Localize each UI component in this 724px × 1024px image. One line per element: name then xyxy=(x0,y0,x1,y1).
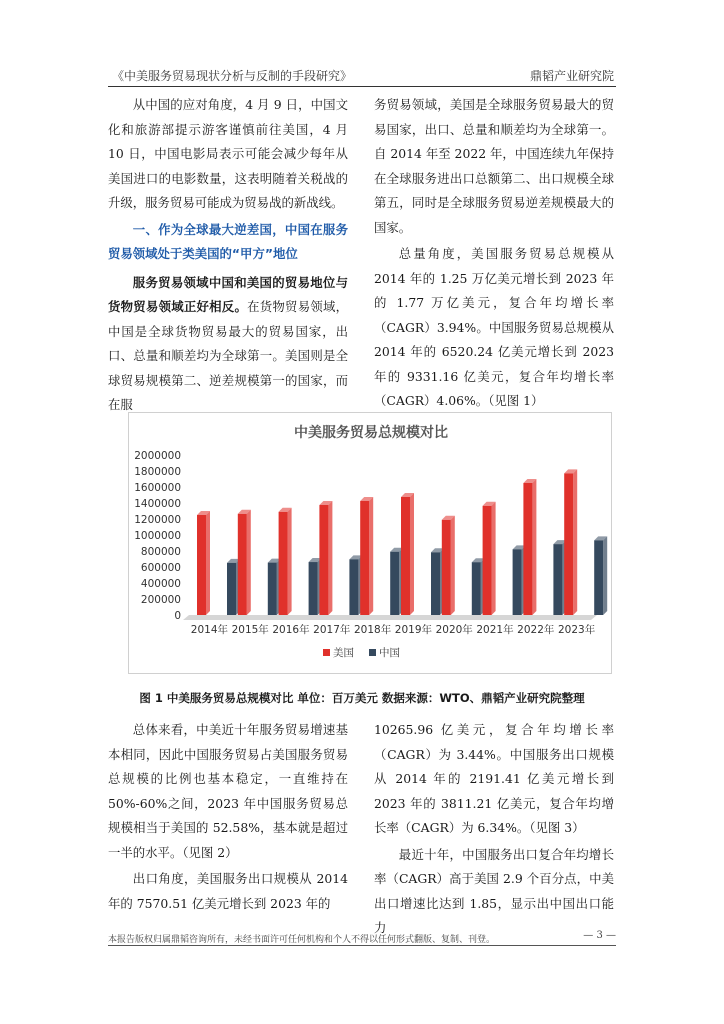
paragraph: 总体来看，中美近十年服务贸易增速基本相同，因此中国服务贸易占美国服务贸易总规模的比例也基本稳定，一直维持在 50%-60%之间，2023 年中国服务贸易总规模相当于美国的 52.58%，基本就是超过一半的水平。（见图 2） xyxy=(108,722,348,860)
footer-divider xyxy=(108,945,616,946)
bar-us-side xyxy=(206,511,210,615)
bar-china xyxy=(349,559,358,615)
bar-china xyxy=(268,563,277,615)
bar-china xyxy=(390,552,399,615)
bar-us-side xyxy=(288,508,292,615)
x-tick-label: 2021年 xyxy=(476,624,514,636)
y-tick-label: 0 xyxy=(174,610,181,622)
header-doc-title: 《中美服务贸易现状分析与反制的手段研究》 xyxy=(112,69,353,83)
y-tick-label: 1400000 xyxy=(134,498,181,510)
footer-page-number: — 3 — xyxy=(583,930,616,941)
right-column-top xyxy=(374,93,614,416)
y-tick-label: 1200000 xyxy=(134,514,181,526)
bar-china xyxy=(227,563,236,615)
paragraph: 最近十年，中国服务出口复合年均增长率（CAGR）高于美国 2.9 个百分点，中美出口增速比达到 1.85，显示出中国出口能力 xyxy=(374,846,614,935)
legend-swatch-us xyxy=(323,649,330,656)
bar-us xyxy=(523,483,532,615)
paragraph: 从中国的应对角度，4 月 9 日，中国文化和旅游部提示游客谨慎前往美国，4 月 10 日，中国电影局表示可能会减少每年从美国进口的电影数量，这表明随着关税战的升级，服务贸易可能成为贸易战的新战线。 xyxy=(108,97,348,210)
paragraph-continued: 务贸易领域，美国是全球服务贸易最大的贸易国家，出口、总量和顺差均为全球第一。自 2014 年至 2022 年，中国连续九年保持在全球服务进出口总额第二、出口规模全球第五，同时是全球服务贸易逆差规模最大的国家。 xyxy=(374,97,614,235)
bar-us xyxy=(483,506,492,615)
header-divider xyxy=(108,86,616,87)
y-tick-label: 1000000 xyxy=(134,530,181,542)
bar-us xyxy=(401,497,410,615)
section-heading: 一、作为全球最大逆差国，中国在服务贸易领域处于类美国的“甲方”地位 xyxy=(108,221,348,261)
footer-copyright-notice: 本报告版权归属鼎韬咨询所有，未经书面许可任何机构和个人不得以任何形式翻版、复制、刊登。 xyxy=(108,935,496,945)
x-tick-label: 2020年 xyxy=(435,624,473,636)
paragraph: 出口角度，美国服务出口规模从 2014 年的 7570.51 亿美元增长到 2023 年的 xyxy=(108,871,348,911)
paragraph xyxy=(108,271,348,418)
left-column-bottom xyxy=(108,718,348,918)
bar-china xyxy=(594,540,603,615)
chart-title: 中美服务贸易总规模对比 xyxy=(294,425,448,441)
bar-us-side xyxy=(451,516,455,615)
bold-lead-sentence: 服务贸易领域中国和美国的贸易地位与货物贸易领域正好相反。 xyxy=(108,274,348,314)
legend-swatch-china xyxy=(369,649,376,656)
y-tick-label: 400000 xyxy=(140,578,181,590)
paragraph-continued: 10265.96 亿美元，复合年均增长率（CAGR）为 3.44%。中国服务出口规模从 2014 年的 2191.41 亿美元增长到 2023 年的 3811.21 亿美元，复合年均增长率（CAGR）为 6.34%。（见图 3） xyxy=(374,722,614,835)
y-tick-label: 800000 xyxy=(140,546,181,558)
bar-china-side xyxy=(603,536,607,615)
bar-us xyxy=(442,520,451,615)
bar-china xyxy=(472,562,481,615)
x-tick-label: 2018年 xyxy=(353,624,392,636)
bar-us-side xyxy=(247,510,251,615)
y-tick-label: 600000 xyxy=(140,562,181,574)
y-tick-label: 1800000 xyxy=(134,466,181,478)
y-tick-label: 2000000 xyxy=(134,450,181,462)
bar-us xyxy=(197,515,206,615)
bar-us-side xyxy=(410,493,414,615)
y-tick-label: 1600000 xyxy=(134,482,181,494)
left-column-top xyxy=(108,93,348,420)
legend-label-china: 中国 xyxy=(379,647,400,659)
bar-us-side xyxy=(328,501,332,615)
bar-us-side xyxy=(369,497,373,615)
chart-container xyxy=(128,412,612,674)
paragraph: 总量角度，美国服务贸易总规模从 2014 年的 1.25 万亿美元增长到 2023 年的 1.77 万亿美元，复合年均增长率（CAGR）3.94%。中国服务贸易总规模从 2014 年的 6520.24 亿美元增长到 2023 年的 9331.16 亿美元，复合年均增长率（CAGR）4.06%。（见图 1） xyxy=(374,246,614,408)
figure-caption: 图 1 中美服务贸易总规模对比 单位：百万美元 数据来源：WTO、鼎韬产业研究院整理 xyxy=(139,691,585,705)
bar-chart xyxy=(129,413,613,675)
x-tick-label: 2017年 xyxy=(313,624,351,636)
bar-us-side xyxy=(532,479,536,615)
bar-us xyxy=(238,514,247,615)
x-tick-label: 2015年 xyxy=(231,624,269,636)
bar-us xyxy=(564,473,573,615)
x-tick-label: 2023年 xyxy=(557,624,596,636)
y-tick-label: 200000 xyxy=(140,594,181,606)
bar-china xyxy=(431,552,440,615)
bar-us-side xyxy=(492,502,496,615)
bar-us-side xyxy=(573,469,577,615)
bar-us xyxy=(279,512,288,615)
x-tick-label: 2022年 xyxy=(517,624,555,636)
bar-us xyxy=(319,505,328,615)
right-column-bottom xyxy=(374,718,614,943)
bar-china xyxy=(309,562,318,615)
header-org: 鼎韬产业研究院 xyxy=(529,69,614,83)
bar-us xyxy=(360,501,369,615)
chart-floor xyxy=(183,615,597,620)
bar-china xyxy=(553,544,562,615)
x-tick-label: 2014年 xyxy=(190,624,229,636)
legend-label-us: 美国 xyxy=(333,647,354,659)
x-tick-label: 2019年 xyxy=(394,624,433,636)
x-tick-label: 2016年 xyxy=(272,624,310,636)
bar-china xyxy=(513,549,522,615)
paragraph-rest: 在货物贸易领域，中国是全球货物贸易最大的贸易国家，出口、总量和顺差均为全球第一。美国则是全球贸易规模第二、逆差规模第一的国家，而在服 xyxy=(108,299,349,412)
